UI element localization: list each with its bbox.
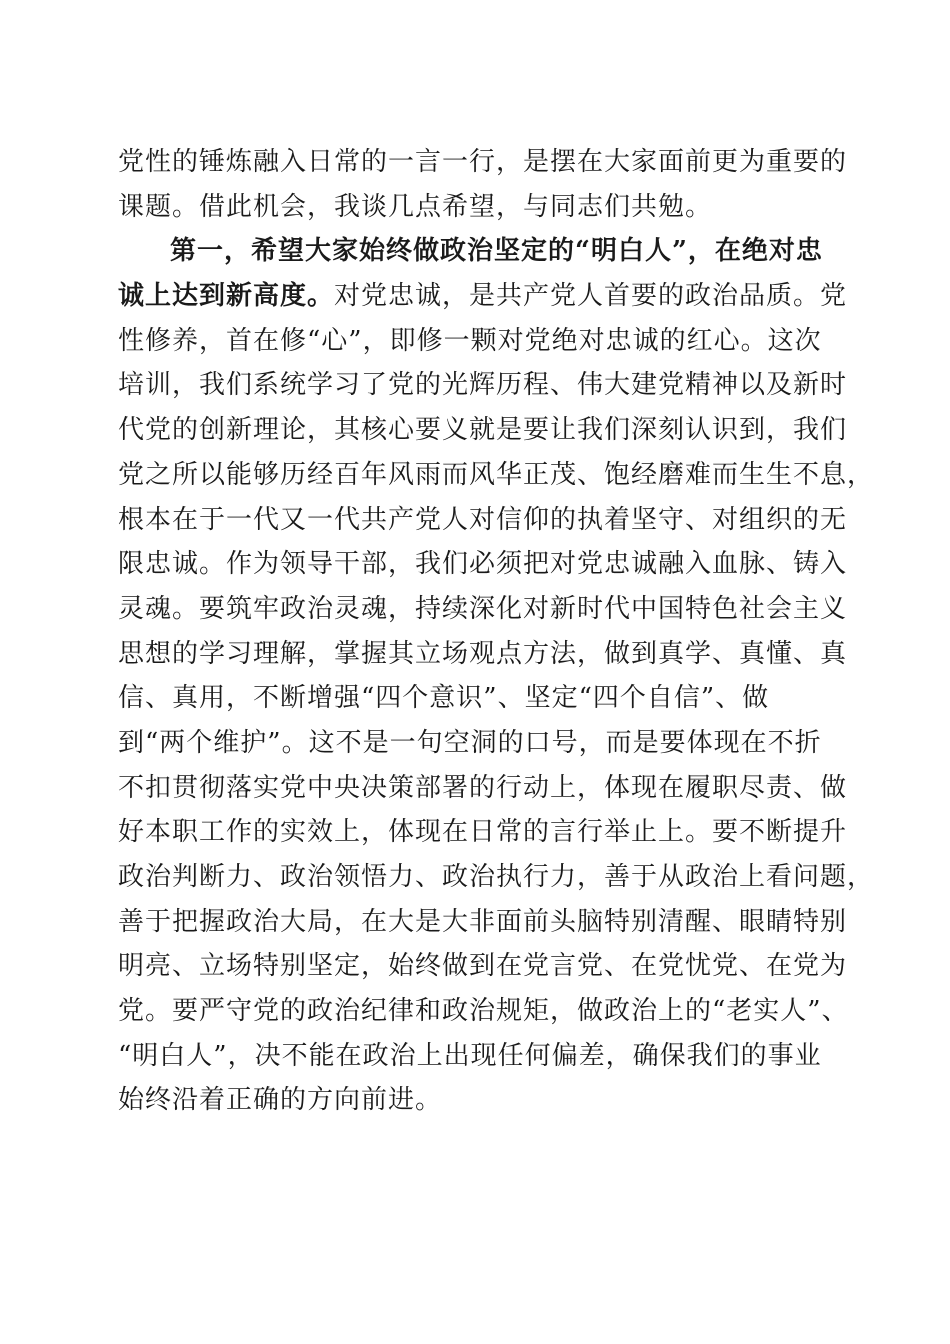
text-line: 根本在于一代又一代共产党人对信仰的执着坚守、对组织的无: [118, 504, 848, 535]
text-line-continuation: 对党忠诚，是共产党人首要的政治品质。党: [334, 281, 848, 312]
text-line: 不扣贯彻落实党中央决策部署的行动上，体现在履职尽责、做: [118, 772, 848, 803]
text-line: 始终沿着正确的方向前进。: [118, 1085, 443, 1116]
text-line: “明白人”，决不能在政治上出现任何偏差，确保我们的事业: [118, 1040, 822, 1071]
text-line: 信、真用，不断增强“四个意识”、坚定“四个自信”、做: [118, 683, 770, 714]
text-line: 党。要严守党的政治纪律和政治规矩，做政治上的“老实人”、: [118, 996, 849, 1027]
text-line: 政治判断力、政治领悟力、政治执行力，善于从政治上看问题，: [118, 862, 875, 892]
heading-line-end: 诚上达到新高度。: [118, 281, 335, 312]
document-body: [118, 140, 875, 1123]
text-line: 课题。借此机会，我谈几点希望，与同志们共勉。: [118, 191, 713, 222]
text-line: 党之所以能够历经百年风雨而风华正茂、饱经磨难而生生不息，: [118, 459, 875, 490]
text-line: 培训，我们系统学习了党的光辉历程、伟大建党精神以及新时: [118, 370, 848, 401]
text-line: 党性的锤炼融入日常的一言一行，是摆在大家面前更为重要的: [118, 147, 848, 177]
heading-line: 第一，希望大家始终做政治坚定的“明白人”，在绝对忠: [170, 236, 823, 267]
text-line: 好本职工作的实效上，体现在日常的言行举止上。要不断提升: [118, 817, 848, 848]
text-line: 思想的学习理解，掌握其立场观点方法，做到真学、真懂、真: [118, 638, 848, 669]
text-line: 性修养，首在修“心”，即修一颗对党绝对忠诚的红心。这次: [118, 325, 822, 356]
mixed-line: [118, 274, 848, 319]
text-line: 到“两个维护”。这不是一句空洞的口号，而是要体现在不折: [118, 727, 822, 758]
text-line: 善于把握政治大局，在大是大非面前头脑特别清醒、眼睛特别: [118, 906, 848, 937]
text-line: 灵魂。要筑牢政治灵魂，持续深化对新时代中国特色社会主义: [118, 593, 848, 624]
text-line: 明亮、立场特别坚定，始终做到在党言党、在党忧党、在党为: [118, 951, 848, 982]
text-line: 代党的创新理论，其核心要义就是要让我们深刻认识到，我们: [118, 415, 848, 446]
text-line: 限忠诚。作为领导干部，我们必须把对党忠诚融入血脉、铸入: [118, 549, 848, 580]
